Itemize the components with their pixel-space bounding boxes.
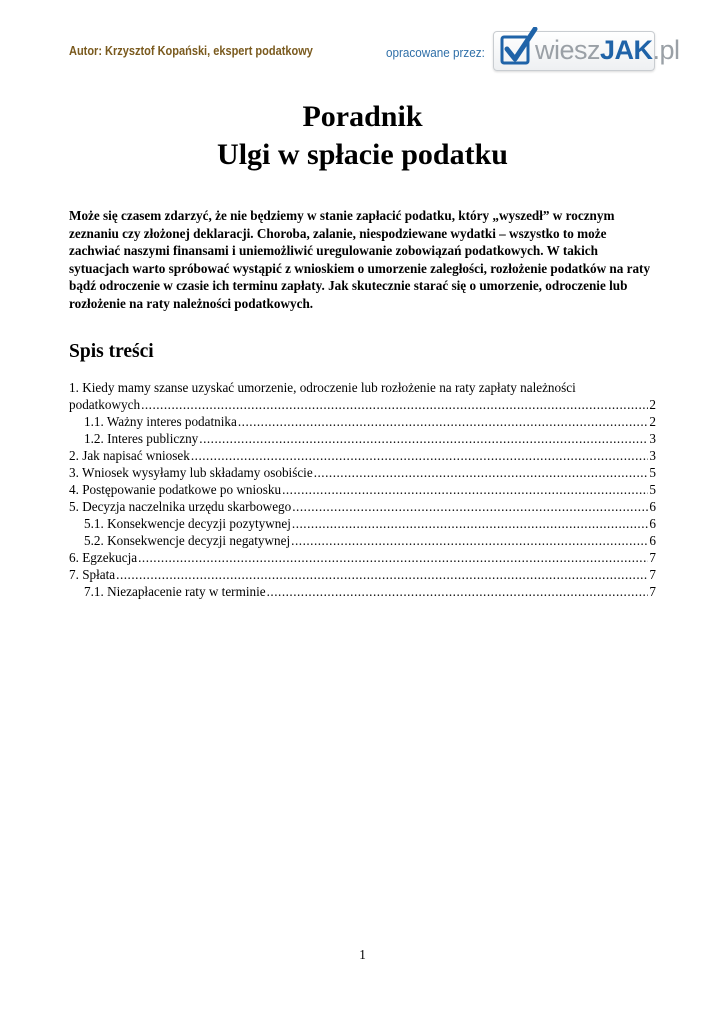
toc-entry-text: 3. Wniosek wysyłamy lub składamy osobiście <box>69 465 313 480</box>
toc-entry-page: 7 <box>649 567 656 582</box>
toc-entry-7[interactable] <box>69 566 656 583</box>
table-of-contents <box>69 379 656 600</box>
toc-entry-text: podatkowych <box>69 397 141 412</box>
toc-entry-page: 2 <box>649 397 656 412</box>
toc-entry-text: 5.1. Konsekwencje decyzji pozytywnej <box>84 516 291 531</box>
toc-entry-page: 3 <box>649 448 656 463</box>
title-line2: Ulgi w spłacie podatku <box>217 138 508 171</box>
title-line1: Poradnik <box>302 100 423 133</box>
toc-entry-5[interactable] <box>69 498 656 515</box>
document-title <box>0 98 725 174</box>
toc-entry-1[interactable] <box>69 396 656 413</box>
toc-entry-page: 5 <box>649 482 656 497</box>
logo-part3: .pl <box>652 35 680 65</box>
toc-entry-text: 4. Postępowanie podatkowe po wniosku <box>69 482 282 497</box>
toc-entry-text: 1.2. Interes publiczny <box>84 431 199 446</box>
logo-part1: wiesz <box>535 35 601 65</box>
toc-entry-page: 3 <box>649 431 656 446</box>
toc-leader-dots <box>292 498 648 515</box>
toc-entry-3[interactable] <box>69 464 656 481</box>
toc-entry-text: 1.1. Ważny interes podatnika <box>84 414 237 429</box>
toc-leader-dots <box>199 430 648 447</box>
page-number: 1 <box>359 947 366 962</box>
toc-entry-5-2[interactable] <box>69 532 656 549</box>
toc-leader-dots <box>292 515 649 532</box>
toc-entry-5-1[interactable] <box>69 515 656 532</box>
toc-entry-6[interactable] <box>69 549 656 566</box>
toc-leader-dots <box>314 464 649 481</box>
toc-leader-dots <box>267 583 649 600</box>
toc-entry-page: 7 <box>649 550 656 565</box>
toc-entry-page: 5 <box>649 465 656 480</box>
toc-leader-dots <box>191 447 649 464</box>
header-prepared-by: opracowane przez: <box>386 45 485 60</box>
toc-entry-page: 6 <box>649 533 656 548</box>
toc-entry-text: 5. Decyzja naczelnika urzędu skarbowego <box>69 499 292 514</box>
toc-entry-text: 2. Jak napisać wniosek <box>69 448 190 463</box>
toc-entry-7-1[interactable] <box>69 583 656 600</box>
toc-entry-1-1[interactable] <box>69 413 656 430</box>
toc-leader-dots <box>282 481 648 498</box>
toc-entry-page: 7 <box>649 584 656 599</box>
toc-entry-page: 2 <box>649 414 656 429</box>
toc-entry-1-line1[interactable]: 1. Kiedy mamy szanse uzyskać umorzenie, odroczenie lub rozłożenie na raty zapłaty należności <box>69 380 576 395</box>
toc-entry-page: 6 <box>649 516 656 531</box>
toc-leader-dots <box>138 549 648 566</box>
toc-leader-dots <box>141 396 648 413</box>
toc-entry-text: 5.2. Konsekwencje decyzji negatywnej <box>84 533 291 548</box>
logo-part2: JAK <box>600 35 653 65</box>
toc-leader-dots <box>116 566 648 583</box>
intro-paragraph: Może się czasem zdarzyć, że nie będziemy w stanie zapłacić podatku, który „wyszedł” w rocznym zeznaniu czy złożonej deklaracji. Choroba, zalanie, niespodziewane wydatki – wszystko to może zachwiać naszymi finansami i uniemożliwić uregulowanie zobowiązań podatkowych. W takich sytuacjach warto spróbować wystąpić z wnioskiem o umorzenie zaległości, rozłożenie podatków na raty bądź odroczenie w czasie ich terminu zapłaty. Jak skutecznie starać się o umorzenie, odroczenie lub rozłożenie na raty należności podatkowych. <box>69 208 651 311</box>
toc-entry-text: 7. Spłata <box>69 567 116 582</box>
toc-entry-1-2[interactable] <box>69 430 656 447</box>
toc-heading: Spis treści <box>69 341 154 362</box>
toc-entry-page: 6 <box>649 499 656 514</box>
toc-entry-4[interactable] <box>69 481 656 498</box>
checkmark-icon <box>499 27 539 71</box>
header-author: Autor: Krzysztof Kopański, ekspert podatkowy <box>69 44 313 58</box>
toc-entry-text: 7.1. Niezapłacenie raty w terminie <box>84 584 266 599</box>
toc-leader-dots <box>291 532 648 549</box>
toc-entry-2[interactable] <box>69 447 656 464</box>
wieszjak-logo <box>493 27 680 73</box>
logo-wordmark <box>535 36 680 64</box>
toc-leader-dots <box>238 413 649 430</box>
toc-entry-text: 6. Egzekucja <box>69 550 138 565</box>
